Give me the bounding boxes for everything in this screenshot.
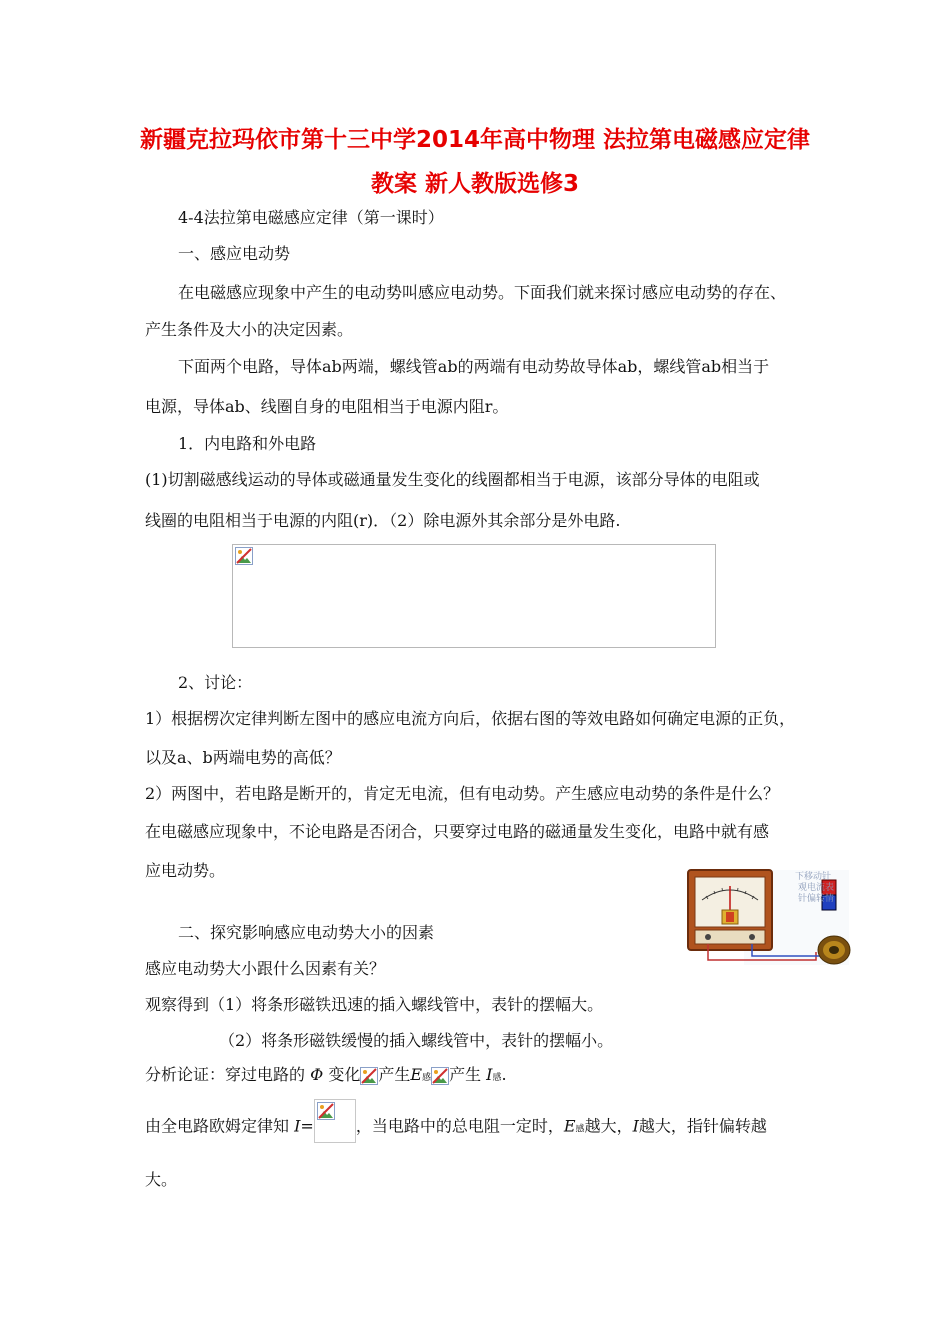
discussion-answer-line2: 应电动势。 <box>145 861 226 880</box>
i-symbol: I <box>632 1116 639 1136</box>
discussion-q1-line2: 以及a、b两端电势的高低？ <box>145 748 341 767</box>
galvanometer-illustration <box>684 860 856 970</box>
part2-observation1: 观察得到（1）将条形磁铁迅速的插入螺线管中，表针的摆幅大。 <box>145 995 604 1014</box>
sub1-line2: 线圈的电阻相当于电源的内阻(r)．（2）除电源外其余部分是外电路. <box>145 511 621 530</box>
discussion-q1-line1: 1）根据楞次定律判断左图中的感应电流方向后，依据右图的等效电路如何确定电源的正负， <box>145 709 796 728</box>
broken-image-icon <box>431 1067 449 1085</box>
ohm-equation: I= <box>294 1116 314 1136</box>
broken-image-icon <box>360 1067 378 1085</box>
broken-image-icon <box>235 547 253 565</box>
part1-heading: 一、感应电动势 <box>178 244 291 263</box>
figure-label-line1: 下移动针 <box>795 872 832 882</box>
figure-label-line3: 针偏转情 <box>798 894 835 904</box>
analysis-produce2: 产生 <box>449 1065 482 1084</box>
analysis-line <box>145 1065 507 1088</box>
sub1-heading: 1．内电路和外电路 <box>178 434 317 453</box>
circuit-image-placeholder <box>232 544 716 648</box>
ohm-prefix: 由全电路欧姆定律知 <box>145 1116 290 1136</box>
analysis-end: . <box>501 1065 507 1084</box>
part1-para1-line1: 在电磁感应现象中产生的电动势叫感应电动势。下面我们就来探讨感应电动势的存在、 <box>178 283 787 302</box>
e-symbol: E <box>563 1116 576 1136</box>
ohm-line <box>145 1111 767 1143</box>
part1-para2-line1: 下面两个电路，导体ab两端，螺线管ab的两端有电动势故导体ab，螺线管ab相当于 <box>178 357 770 376</box>
phi-symbol: Φ <box>310 1065 324 1084</box>
section-heading: 4-4法拉第电磁感应定律（第一课时） <box>178 208 444 227</box>
i-symbol: I <box>486 1065 493 1084</box>
analysis-produce: 产生 <box>378 1065 411 1084</box>
analysis-prefix: 分析论证：穿过电路的 <box>145 1065 306 1084</box>
document-title-line2: 教案 新人教版选修3 <box>370 171 579 197</box>
part2-question: 感应电动势大小跟什么因素有关？ <box>145 959 386 978</box>
part1-para2-line2: 电源，导体ab、线圈自身的电阻相当于电源内阻r。 <box>145 397 509 416</box>
analysis-change: 变化 <box>328 1065 361 1084</box>
figure-label-line2: 观电流表 <box>798 883 835 893</box>
discussion-answer-line1: 在电磁感应现象中，不论电路是否闭合，只要穿过电路的磁通量发生变化，电路中就有感 <box>145 822 770 841</box>
sub1-line1: (1)切割磁感线运动的导体或磁通量发生变化的线圈都相当于电源，该部分导体的电阻或 <box>145 470 760 489</box>
i-subscript: 感 <box>492 1073 502 1083</box>
part2-heading: 二、探究影响感应电动势大小的因素 <box>178 923 435 942</box>
discussion-q2-line1: 2）两图中，若电路是断开的，肯定无电流，但有电动势。产生感应电动势的条件是什么？ <box>145 784 780 803</box>
e-subscript: 感 <box>422 1073 432 1083</box>
ohm-mid3: 越大，指针偏转越 <box>638 1116 767 1136</box>
ohm-mid2: 越大， <box>584 1116 633 1136</box>
discussion-heading: 2、讨论： <box>178 673 253 692</box>
e-subscript: 感 <box>575 1124 585 1135</box>
document-title-line1: 新疆克拉玛依市第十三中学2014年高中物理 法拉第电磁感应定律 <box>139 127 811 153</box>
part2-observation2: （2）将条形磁铁缓慢的插入螺线管中，表针的摆幅小。 <box>219 1031 614 1050</box>
ohm-line2: 大。 <box>145 1170 178 1189</box>
e-symbol: E <box>410 1065 423 1084</box>
broken-image-icon <box>317 1102 335 1120</box>
coil-icon <box>818 936 850 964</box>
formula-image-placeholder <box>314 1099 356 1143</box>
part1-para1-line2: 产生条件及大小的决定因素。 <box>145 320 354 339</box>
ohm-mid: ，当电路中的总电阻一定时， <box>355 1116 564 1136</box>
